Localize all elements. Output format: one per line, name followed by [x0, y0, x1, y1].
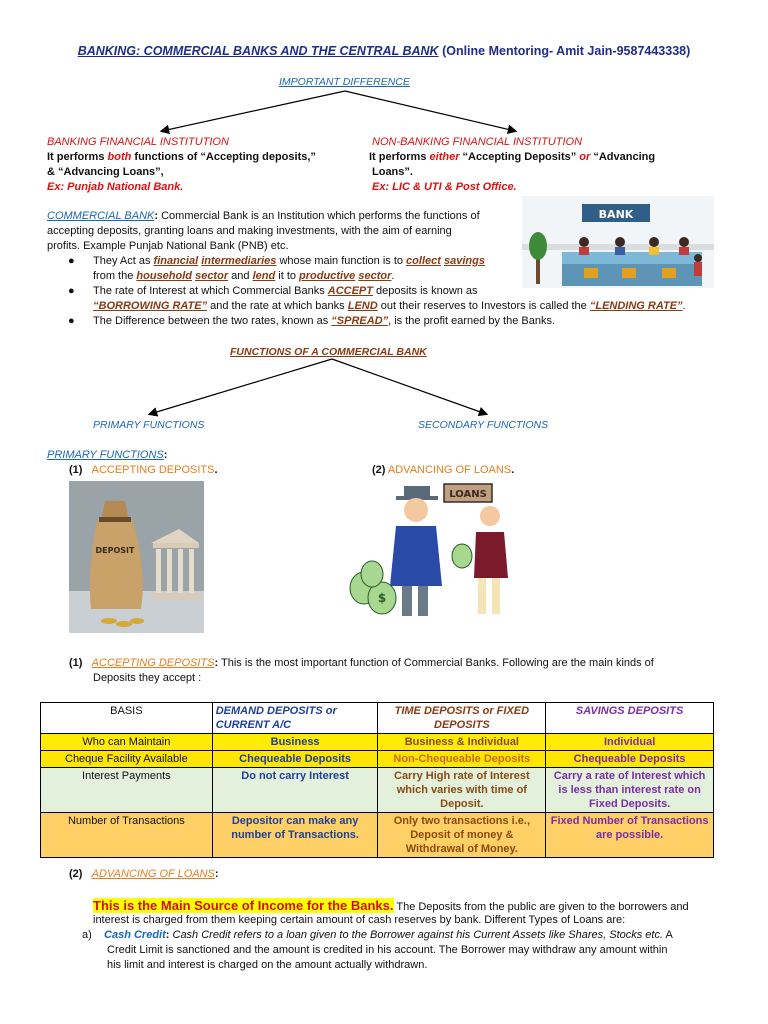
commercial-bank-definition: COMMERCIAL BANK: Commercial Bank is an Institution which performs the functions of [47, 210, 480, 222]
cash-credit-line2: Credit Limit is sanctioned and the amount is credited in his account. The Borrower may withdraw any amount within [107, 944, 668, 956]
loans-cartoon-image [344, 478, 524, 628]
cash-credit-line3: his limit and interest is charged on the amount actually withdrawn. [107, 959, 428, 971]
cash-credit-item: a) Cash Credit: Cash Credit refers to a loan given to the Borrower against his Current Assets like Shares, Stocks etc. A [82, 929, 673, 941]
primary-functions-node: PRIMARY FUNCTIONS [93, 419, 205, 431]
deposit-bag-image [69, 481, 204, 633]
deposits-table [40, 702, 714, 858]
table-header-row: BASIS DEMAND DEPOSITS or CURRENT A/C TIME DEPOSITS or FIXED DEPOSITS SAVINGS DEPOSITS [41, 703, 714, 734]
bank-sign-text: BANK [598, 208, 634, 221]
advancing-loans-label: (2) ADVANCING OF LOANS: [69, 868, 219, 880]
accepting-deposits-paragraph: (1) ACCEPTING DEPOSITS: This is the most important function of Commercial Banks. Following are the main kinds of [69, 657, 654, 669]
dollar-icon: $ [377, 591, 387, 605]
commercial-bank-definition-line2: accepting deposits, granting loans and making investments, with the aim of earning [47, 225, 452, 237]
nonbanking-fi-example: Ex: LIC & UTI & Post Office. [372, 181, 517, 193]
nonbanking-fi-line2: Loans”. [372, 166, 413, 178]
banking-fi-line2: & “Advancing Loans”, [47, 166, 164, 178]
primary-functions-label: PRIMARY FUNCTIONS: [47, 449, 168, 461]
nonbanking-fi-line1: It performs either “Accepting Deposits” or “Advancing [369, 151, 656, 163]
bullet-intermediaries: ● They Act as financial intermediaries whose main function is to collect savings from the household sector and lend it to productive sector. [68, 255, 485, 282]
advancing-loans-paragraph: This is the Main Source of Income for the Banks. The Deposits from the public are given to the borrowers and [93, 898, 689, 913]
accepting-deposits-line2: Deposits they accept : [93, 672, 202, 684]
functions-arrows [140, 356, 500, 420]
banking-fi-title: BANKING FINANCIAL INSTITUTION [47, 136, 229, 148]
banking-fi-example: Ex: Punjab National Bank. [47, 181, 184, 193]
table-row: Who can Maintain Business Business & Individual Individual [41, 734, 714, 751]
table-row: Cheque Facility Available Chequeable Deposits Non-Chequeable Deposits Chequeable Deposits [41, 751, 714, 768]
commercial-bank-definition-line3: profits. Example Punjab National Bank (PNB) etc. [47, 240, 289, 252]
page-title: BANKING: COMMERCIAL BANKS AND THE CENTRAL BANK (Online Mentoring- Amit Jain-9587443338) [77, 44, 691, 58]
bullet-spread: ● The Difference between the two rates, known as “SPREAD”, is the profit earned by the Banks. [68, 315, 556, 327]
table-row: Number of Transactions Depositor can make any number of Transactions. Only two transactions i.e., Deposit of money & Withdrawal of Money. Fixed Number of Transactions are possible. [41, 813, 714, 858]
primary-item-2: (2) ADVANCING OF LOANS. [372, 464, 515, 476]
secondary-functions-node: SECONDARY FUNCTIONS [418, 419, 549, 431]
banking-fi-line1: It performs both functions of “Accepting deposits,” [47, 151, 316, 163]
bullet-interest-rates: ● The rate of Interest at which Commercial Banks ACCEPT deposits is known as “BORROWING RATE” and the rate at which banks LEND out their reserves to Investors is called the “LENDING RATE”. [68, 285, 686, 312]
advancing-loans-line2: interest is charged from them keeping certain amount of cash reserves by bank. Different Types of Loans are: [93, 914, 626, 926]
important-difference-heading: IMPORTANT DIFFERENCE [279, 76, 410, 88]
functions-heading: FUNCTIONS OF A COMMERCIAL BANK [230, 346, 427, 358]
difference-arrows [150, 88, 530, 138]
primary-item-1: (1) ACCEPTING DEPOSITS. [69, 464, 218, 476]
commercial-bank-bullets [68, 254, 686, 329]
nonbanking-fi-title: NON-BANKING FINANCIAL INSTITUTION [372, 136, 583, 148]
deposit-bag-text: DEPOSIT [95, 546, 135, 555]
table-row: Interest Payments Do not carry Interest Carry High rate of Interest which varies with time of Deposit. Carry a rate of Interest which is less than interest rate on Fixed Deposits. [41, 768, 714, 813]
loans-sign-text: LOANS [449, 489, 487, 500]
